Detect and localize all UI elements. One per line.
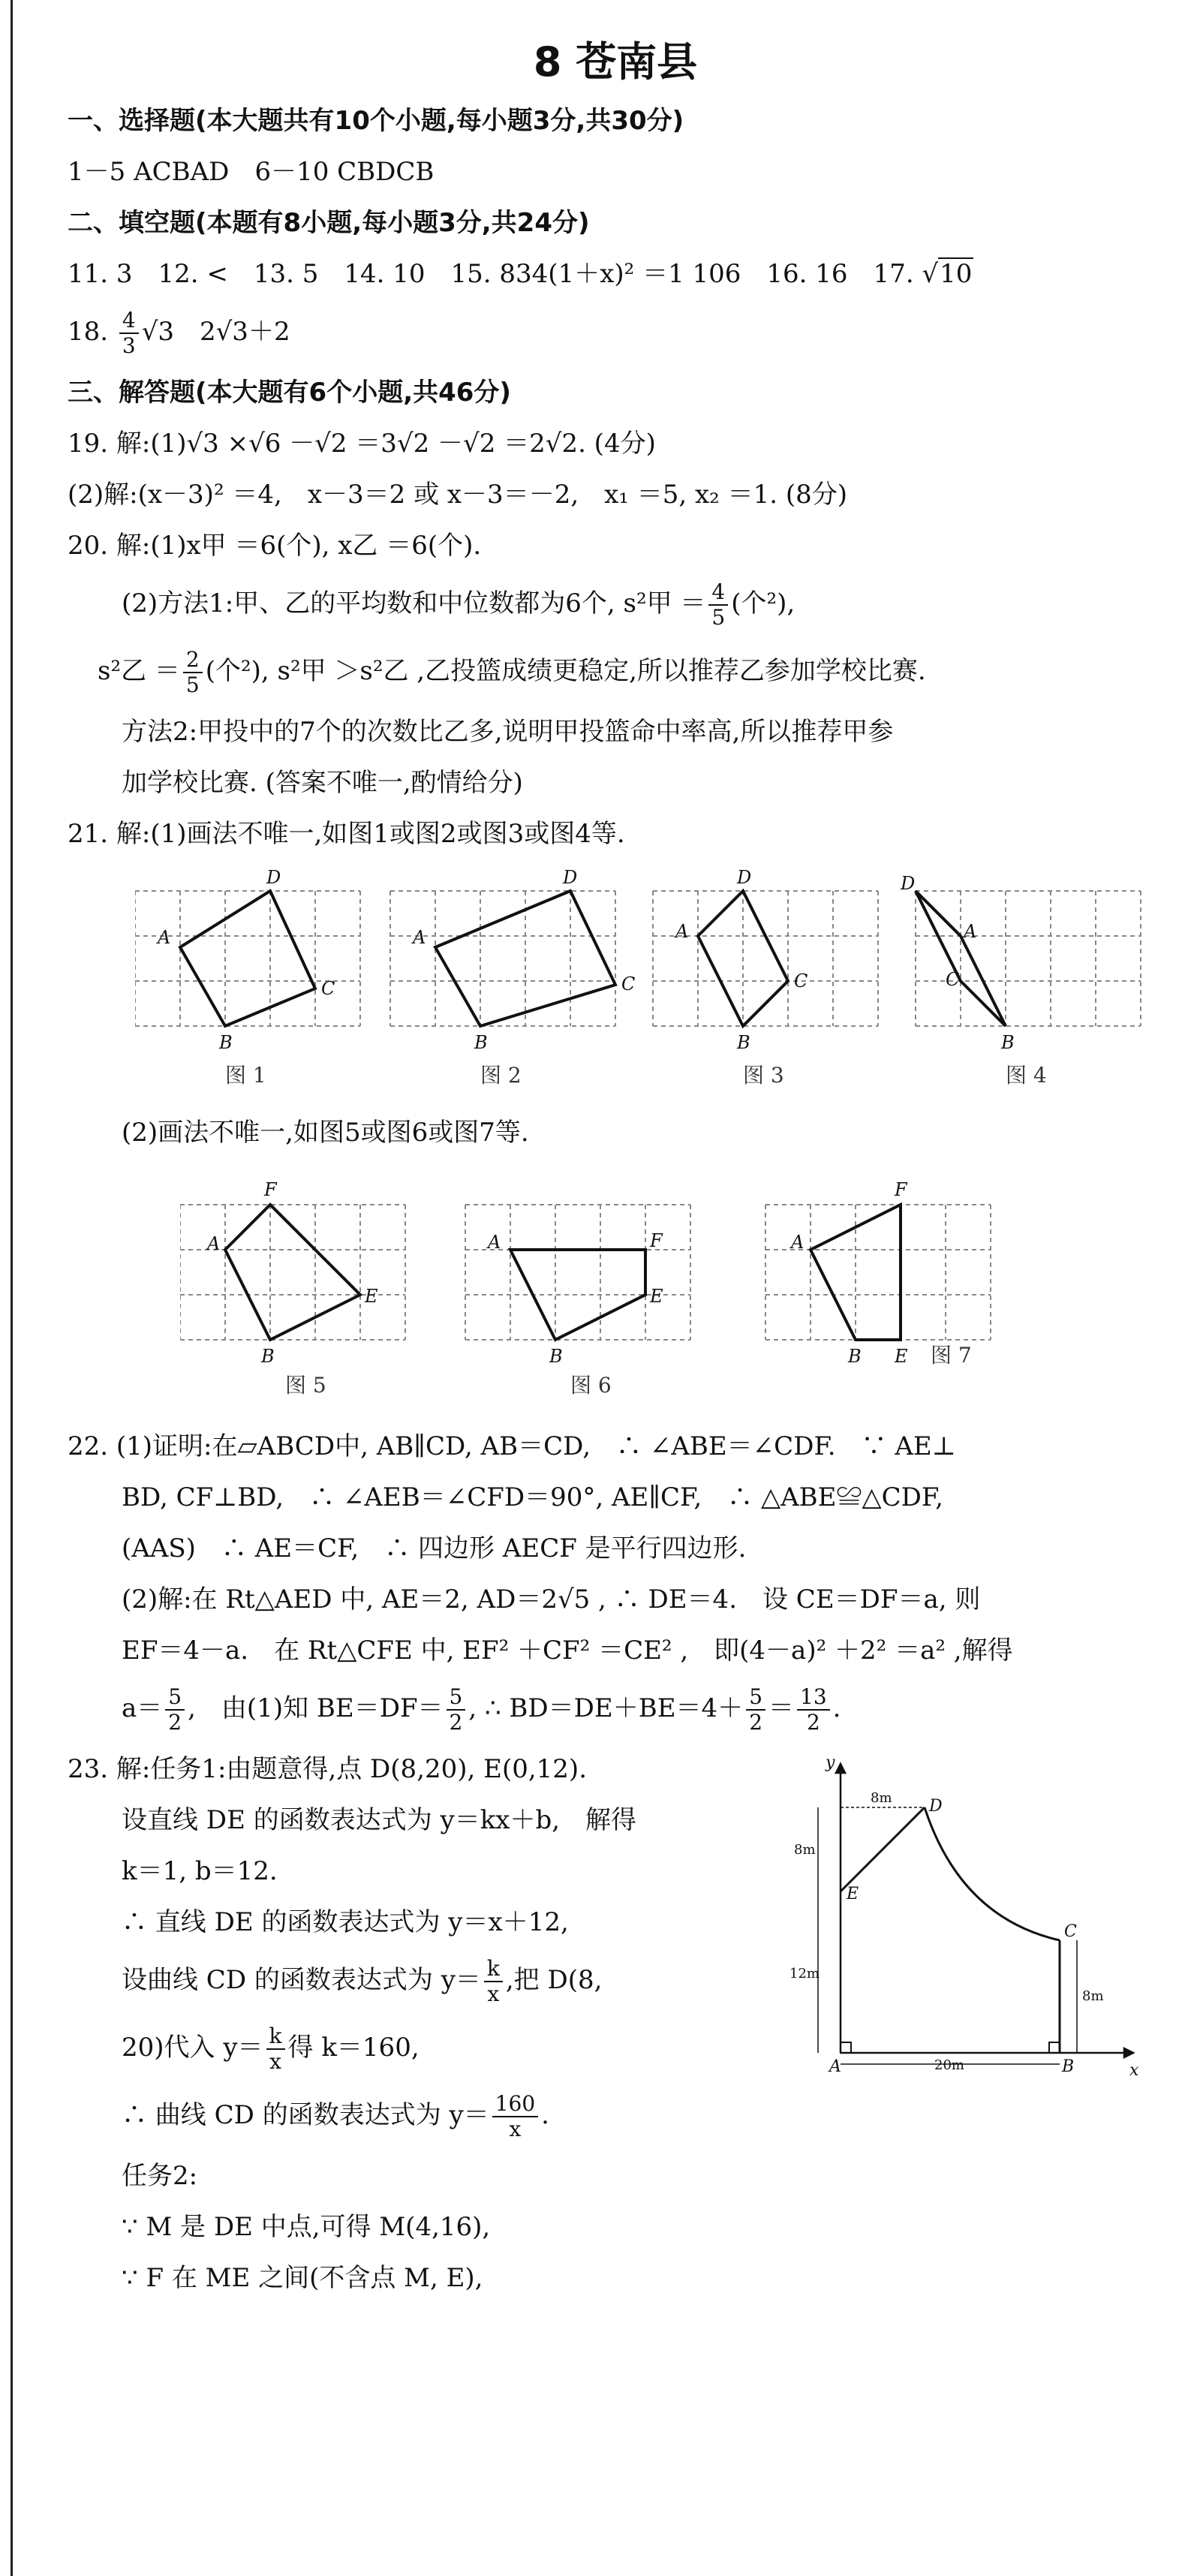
q23-block [68, 1753, 1163, 2295]
y-axis-arrow-icon [836, 1764, 845, 1773]
grid-fig6 [465, 1205, 690, 1340]
svg-text:A: A [964, 921, 977, 942]
answer-choice: 1－5 ACBAD 6－10 CBDCB [68, 157, 435, 187]
q20-method1-cont: s²乙 ＝ $\frac{2}{5}$ (个²), s²甲 ＞s²乙 ,乙投篮成绩更稳定,所以推荐乙参加学校比赛. [98, 647, 926, 697]
figures-5-7 [180, 1167, 1203, 1415]
fig6-caption: 图 6 [570, 1373, 612, 1398]
right-angle-B [1049, 2042, 1060, 2053]
q19-part1: 19. 解:(1)√3 ×√6 －√2 ＝3√2 －√2 ＝2√2. (4分) [68, 429, 656, 459]
q23-line3: k＝1, b＝12. [122, 1856, 278, 1886]
svg-text:D: D [901, 873, 916, 894]
quad-fig1 [180, 891, 315, 1026]
q23-line1: 23. 解:任务1:由题意得,点 D(8,20), E(0,12). [68, 1754, 588, 1784]
svg-text:A: A [488, 1232, 501, 1253]
answer-18-rest: √3 2√3＋2 [141, 317, 290, 347]
q23-diagram [788, 1745, 1148, 2075]
q22-line1: 22. (1)证明:在▱ABCD中, AB∥CD, AB＝CD, ∴ ∠ABE＝∠CDF. ∵ AE⊥ [68, 1431, 956, 1461]
q22-line6: a＝ $\frac{5}{2}$ , 由(1)知 BE＝DF＝ $\frac{5}{2}$ , ∴ BD＝DE＋BE＝4＋ $\frac{5}{2}$ ＝ $\frac{13}{2}$ . [122, 1684, 841, 1735]
q20-method2-cont: 加学校比赛. (答案不唯一,酌情给分) [122, 768, 523, 798]
answer-fill-text: 11. 3 12. < 13. 5 14. 10 15. 834(1＋x)² ＝1 106 16. 16 17. [68, 259, 922, 289]
q23-line8: ∵ M 是 DE 中点,可得 M(4,16), [122, 2212, 491, 2242]
fraction: $\frac{4}{3}$ [119, 308, 139, 358]
svg-text:A: A [207, 1233, 221, 1254]
svg-text:C: C [621, 974, 636, 995]
q23-line5: 设曲线 CD 的函数表达式为 y＝ $\frac{k}{x}$ ,把 D(8, [122, 1956, 603, 2006]
answer-fill-18 [68, 308, 1163, 358]
q23-text [68, 1753, 773, 2295]
grid-fig3 [653, 891, 878, 1026]
q22-line2: BD, CF⊥BD, ∴ ∠AEB＝∠CFD＝90°, AE∥CF, ∴ △ABE≌△CDF, [122, 1482, 943, 1512]
svg-text:F: F [895, 1179, 907, 1200]
svg-text:y: y [826, 1753, 835, 1772]
svg-text:B: B [549, 1346, 563, 1367]
svg-text:A: A [791, 1232, 805, 1253]
svg-text:E: E [365, 1286, 378, 1307]
svg-text:B: B [474, 1032, 488, 1053]
answer-18-label: 18. [68, 317, 116, 347]
right-angle-A [841, 2042, 851, 2053]
svg-text:C: C [1064, 1922, 1077, 1941]
svg-text:E: E [650, 1286, 663, 1307]
svg-text:8m: 8m [871, 1790, 892, 1806]
section-heading-fill: 二、填空题(本题有8小题,每小题3分,共24分) [68, 208, 590, 238]
svg-text:8m: 8m [1082, 1988, 1104, 2004]
svg-text:B: B [1001, 1032, 1015, 1053]
grid-fig5 [180, 1205, 405, 1340]
fraction: $\frac{4}{5}$ [708, 580, 728, 630]
svg-text:D: D [737, 868, 752, 888]
svg-text:F: F [264, 1179, 277, 1200]
q21-part1: 21. 解:(1)画法不唯一,如图1或图2或图3或图4等. [68, 819, 625, 849]
answer-fill-11-17: 11. 3 12. < 13. 5 14. 10 15. 834(1＋x)² ＝1 106 16. 16 17. √10 [68, 259, 973, 289]
svg-text:D: D [929, 1797, 943, 1816]
quad-fig5 [225, 1205, 360, 1340]
svg-text:8m: 8m [794, 1842, 816, 1858]
svg-text:B: B [261, 1346, 275, 1367]
q20-part1: 20. 解:(1)x甲 ＝6(个), x乙 ＝6(个). [68, 531, 482, 561]
fraction: $\frac{2}{5}$ [183, 648, 203, 697]
svg-text:D: D [563, 868, 578, 888]
grid-fig1 [135, 891, 360, 1026]
svg-text:x: x [1129, 2061, 1139, 2075]
line-DE [841, 1807, 925, 1891]
fig2-caption: 图 2 [480, 1063, 522, 1088]
svg-text:B: B [1062, 2057, 1075, 2075]
svg-text:C: C [946, 969, 960, 990]
svg-text:A: A [413, 927, 426, 948]
q23-line6: 20)代入 y＝ $\frac{k}{x}$ 得 k＝160, [122, 2024, 420, 2074]
q19-part2: (2)解:(x－3)² ＝4, x－3＝2 或 x－3＝－2, x₁ ＝5, x₂ ＝1. (8分) [68, 480, 848, 510]
curve-CD [925, 1807, 1060, 1940]
q20-method2: 方法2:甲投中的7个的次数比乙多,说明甲投篮命中率高,所以推荐甲参 [122, 717, 894, 747]
q22-line5: EF＝4－a. 在 Rt△CFE 中, EF² ＋CF² ＝CE² , 即(4－a)² ＋2² ＝a² ,解得 [122, 1636, 1013, 1666]
svg-text:B: B [848, 1346, 862, 1367]
q23-line2: 设直线 DE 的函数表达式为 y＝kx＋b, 解得 [122, 1805, 637, 1835]
svg-text:E: E [895, 1346, 908, 1367]
answer-page [68, 0, 1163, 2313]
svg-text:B: B [737, 1032, 750, 1053]
svg-text:A: A [829, 2057, 841, 2075]
x-axis-arrow-icon [1124, 2048, 1133, 2057]
svg-text:B: B [219, 1032, 233, 1053]
page-title: 8 苍南县 [533, 38, 698, 86]
sqrt-value: 10 [940, 259, 973, 289]
q23-line7: ∴ 曲线 CD 的函数表达式为 y＝ $\frac{160}{x}$ . [122, 2091, 549, 2141]
fig7-caption: 图 7 [931, 1343, 972, 1368]
section-heading-solution: 三、解答题(本大题有6个小题,共46分) [68, 378, 511, 408]
figures-1-4 [135, 868, 1201, 1094]
svg-text:F: F [650, 1230, 663, 1251]
svg-text:C: C [321, 978, 335, 999]
grid-figures-row2 [180, 1167, 1156, 1415]
svg-text:A: A [158, 927, 171, 948]
grid-fig7 [765, 1205, 991, 1340]
q21-part2: (2)画法不唯一,如图5或图6或图7等. [122, 1118, 529, 1148]
svg-text:C: C [794, 971, 808, 992]
q22-line3: (AAS) ∴ AE＝CF, ∴ 四边形 AECF 是平行四边形. [122, 1533, 747, 1563]
q23-line9: ∵ F 在 ME 之间(不含点 M, E), [122, 2263, 483, 2293]
svg-text:20m: 20m [934, 2057, 964, 2073]
page-margin-line [11, 0, 13, 2576]
grid-figures-row1 [135, 868, 1201, 1094]
q23-task2: 任务2: [122, 2161, 198, 2191]
q23-line4: ∴ 直线 DE 的函数表达式为 y＝x＋12, [122, 1907, 569, 1937]
section-heading-choice: 一、选择题(本大题共有10个小题,每小题3分,共30分) [68, 106, 684, 136]
svg-text:12m: 12m [789, 1966, 820, 1982]
svg-text:D: D [266, 868, 281, 888]
fig3-caption: 图 3 [743, 1063, 784, 1088]
svg-text:E: E [847, 1885, 859, 1903]
q20-method1: (2)方法1:甲、乙的平均数和中位数都为6个, s²甲 ＝ $\frac{4}{5}$ (个²), [122, 579, 795, 630]
q22-line4: (2)解:在 Rt△AED 中, AE＝2, AD＝2√5 , ∴ DE＝4. 设 CE＝DF＝a, 则 [122, 1584, 981, 1615]
svg-text:A: A [675, 921, 689, 942]
fig1-caption: 图 1 [225, 1063, 266, 1088]
fig4-caption: 图 4 [1006, 1063, 1047, 1088]
fig5-caption: 图 5 [285, 1373, 326, 1398]
